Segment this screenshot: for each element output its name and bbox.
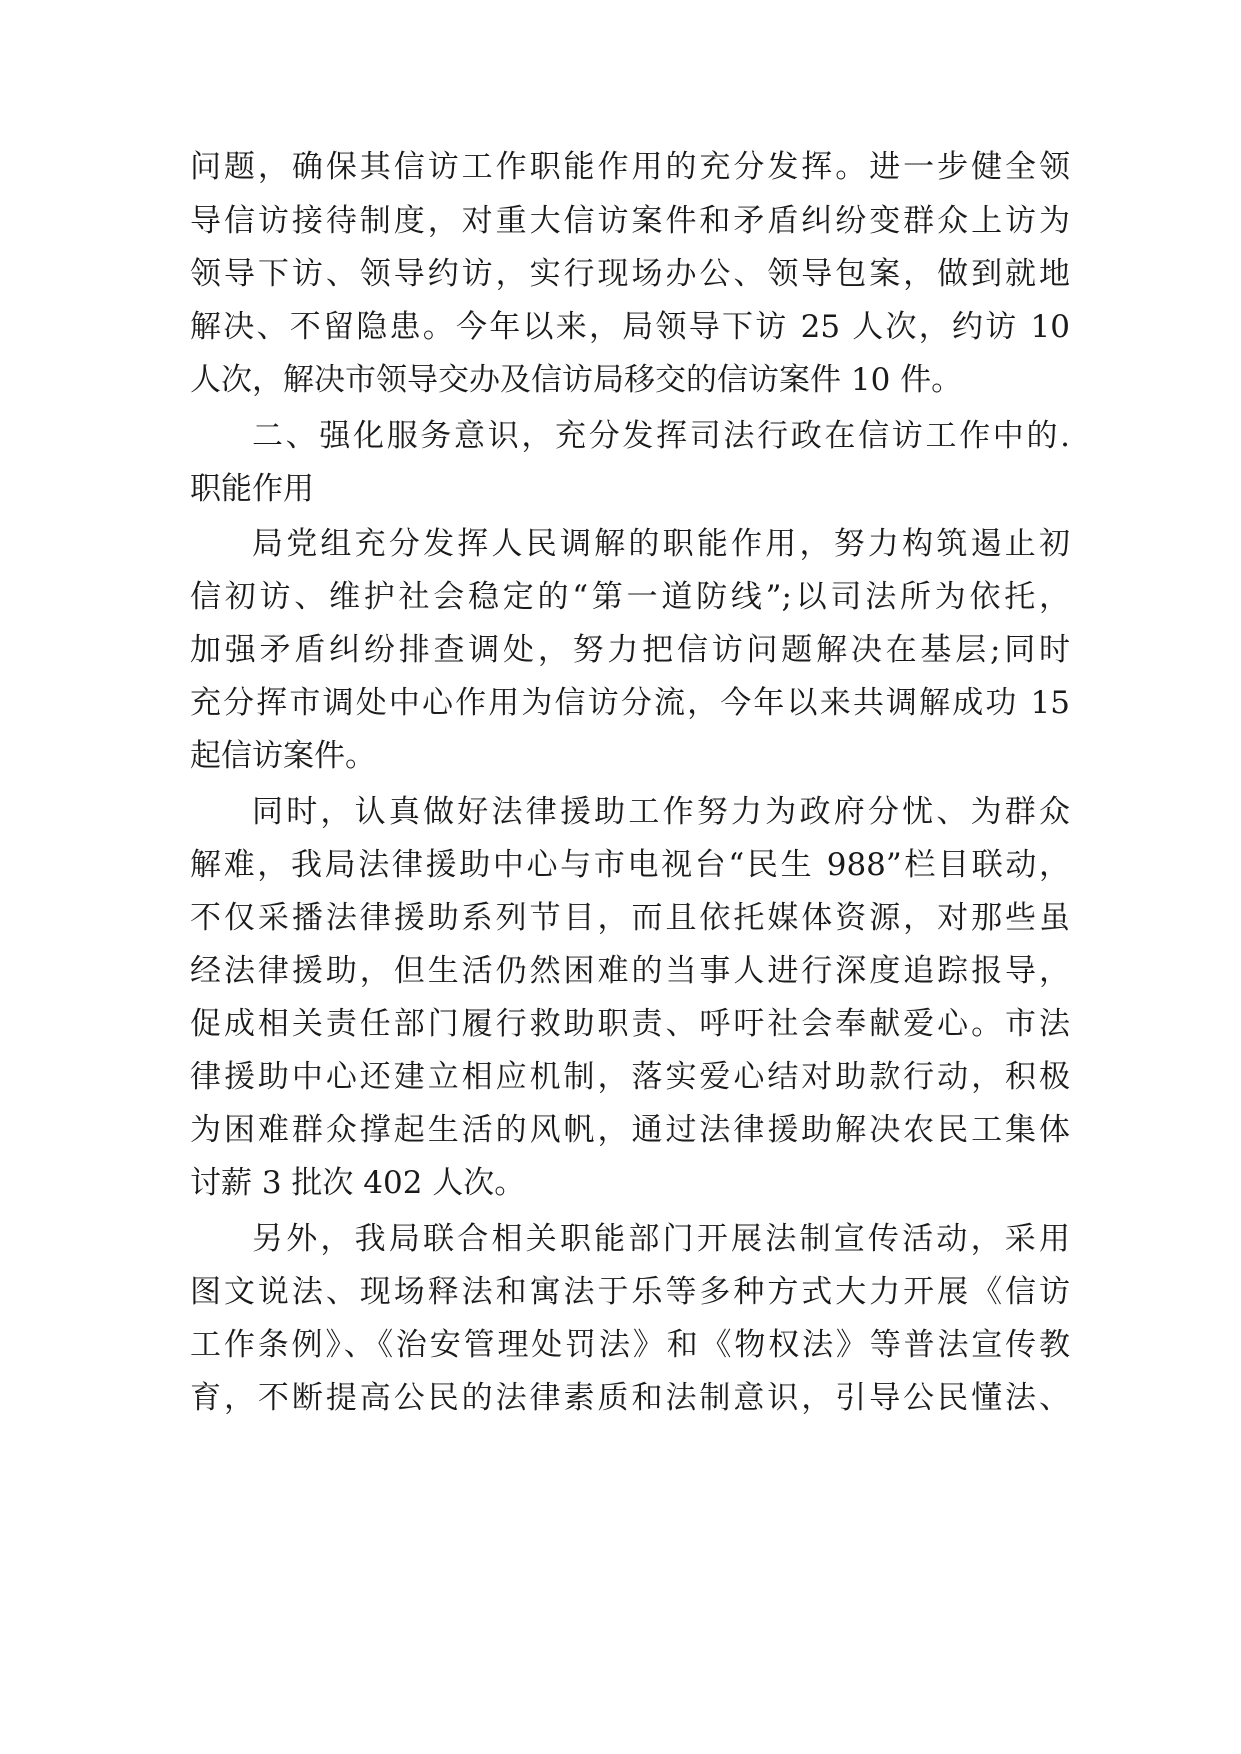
text-line: 育，不断提高公民的法律素质和法制意识，引导公民懂法、: [190, 1380, 1070, 1416]
text-line: 信初访、维护社会稳定的“第一道防线”;以司法所为依托，: [190, 579, 1070, 615]
text-line: 促成相关责任部门履行救助职责、呼吁社会奉献爱心。市法: [190, 1006, 1070, 1042]
text-line: 问题，确保其信访工作职能作用的充分发挥。进一步健全领: [190, 149, 1070, 185]
text-line: 起信访案件。: [190, 738, 376, 774]
text-line: 人次，解决市领导交办及信访局移交的信访案件 10 件。: [190, 362, 963, 398]
text-line: 为困难群众撑起生活的风帆，通过法律援助解决农民工集体: [190, 1112, 1070, 1148]
text-line: 导信访接待制度，对重大信访案件和矛盾纠纷变群众上访为: [190, 203, 1070, 239]
text-line: 局党组充分发挥人民调解的职能作用，努力构筑遏止初: [252, 526, 1070, 562]
text-line: 工作条例》、《治安管理处罚法》和《物权法》等普法宣传教: [190, 1327, 1070, 1363]
text-line: 领导下访、领导约访，实行现场办公、领导包案，做到就地: [190, 256, 1070, 292]
text-line: 同时，认真做好法律援助工作努力为政府分忧、为群众: [252, 794, 1070, 830]
text-line: 图文说法、现场释法和寓法于乐等多种方式大力开展《信访: [190, 1274, 1070, 1310]
section-heading-continued: 职能作用: [190, 471, 314, 507]
text-line: 不仅采播法律援助系列节目，而且依托媒体资源，对那些虽: [190, 900, 1070, 936]
text-line: 律援助中心还建立相应机制，落实爱心结对助款行动，积极: [190, 1059, 1070, 1095]
text-line: 经法律援助，但生活仍然困难的当事人进行深度追踪报导，: [190, 953, 1070, 989]
text-line: 讨薪 3 批次 402 人次。: [190, 1165, 526, 1201]
text-line: 加强矛盾纠纷排查调处，努力把信访问题解决在基层;同时: [190, 632, 1070, 668]
text-line: 解难，我局法律援助中心与市电视台“民生 988”栏目联动，: [190, 847, 1070, 883]
text-line: 解决、不留隐患。今年以来，局领导下访 25 人次，约访 10: [190, 309, 1070, 345]
section-heading: 二、强化服务意识，充分发挥司法行政在信访工作中的.: [252, 418, 1070, 454]
text-line: 充分挥市调处中心作用为信访分流，今年以来共调解成功 15: [190, 685, 1070, 721]
text-line: 另外，我局联合相关职能部门开展法制宣传活动，采用: [252, 1221, 1070, 1257]
